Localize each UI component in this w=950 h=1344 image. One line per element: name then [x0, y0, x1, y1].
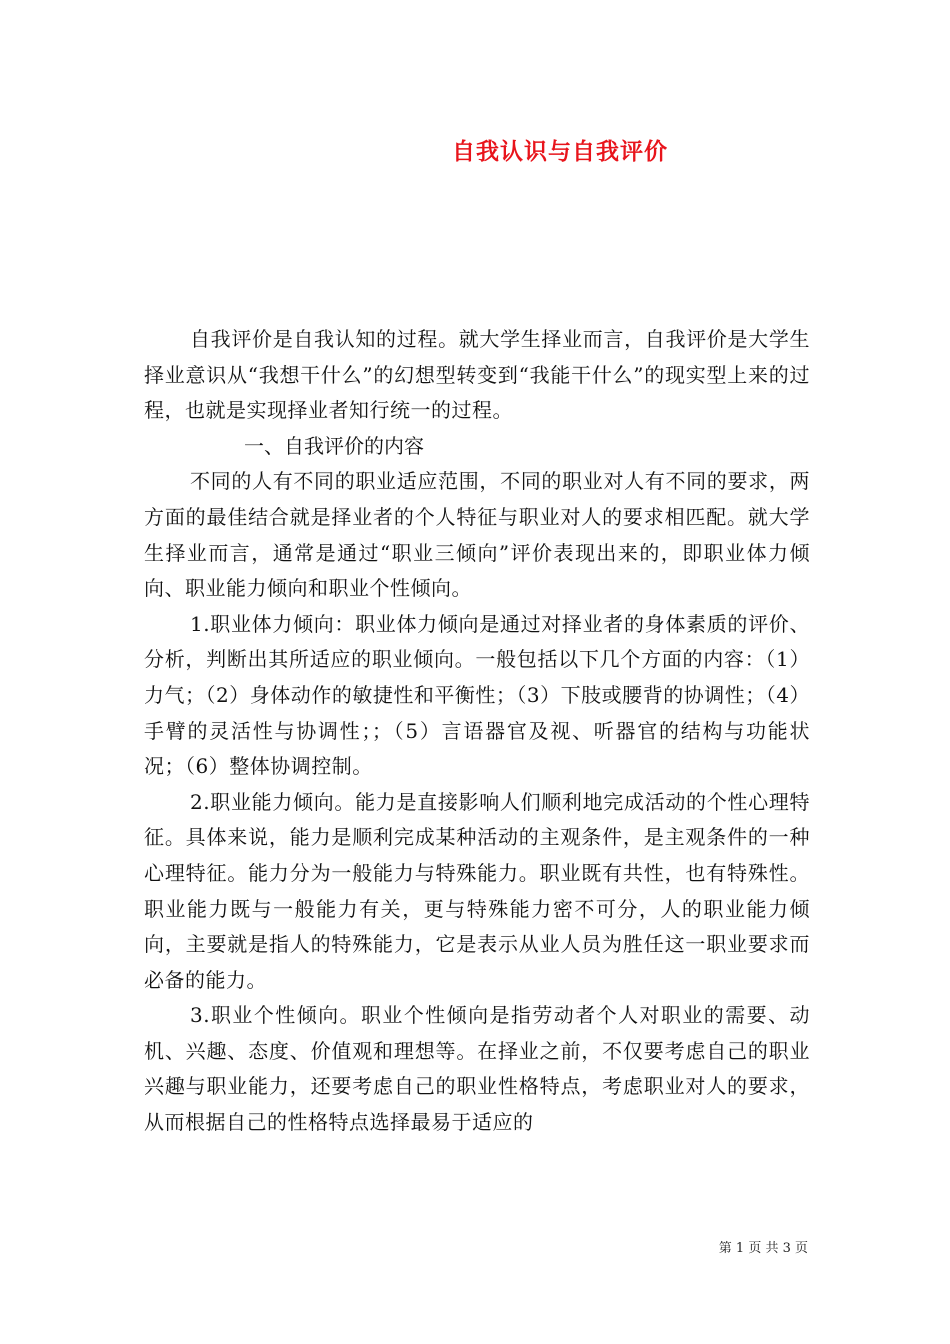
item-2-paragraph: 2.职业能力倾向。能力是直接影响人们顺利地完成活动的个性心理特征。具体来说，能力是顺利完成某种活动的主观条件，是主观条件的一种心理特征。能力分为一般能力与特殊能力。职业既有共性，也有特殊性。职业能力既与一般能力有关，更与特殊能力密不可分，人的职业能力倾向，主要就是指人的特殊能力，它是表示从业人员为胜任这一职业要求而必备的能力。 [144, 789, 810, 992]
document-body [144, 322, 810, 1141]
item-1-paragraph: 1.职业体力倾向：职业体力倾向是通过对择业者的身体素质的评价、分析，判断出其所适应的职业倾向。一般包括以下几个方面的内容：（1）力气；（2）身体动作的敏捷性和平衡性；（3）下肢或腰背的协调性；（4）手臂的灵活性与协调性；；（5）言语器官及视、听器官的结构与功能状况；（6）整体协调控制。 [144, 611, 810, 779]
intro-paragraph: 自我评价是自我认知的过程。就大学生择业而言，自我评价是大学生择业意识从“我想干什么”的幻想型转变到“我能干什么”的现实型上来的过程，也就是实现择业者知行统一的过程。 [144, 327, 810, 423]
section-body-paragraph: 不同的人有不同的职业适应范围，不同的职业对人有不同的要求，两方面的最佳结合就是择业者的个人特征与职业对人的要求相匹配。就大学生择业而言，通常是通过“职业三倾向”评价表现出来的，即职业体力倾向、职业能力倾向和职业个性倾向。 [144, 469, 810, 601]
item-3-paragraph: 3.职业个性倾向。职业个性倾向是指劳动者个人对职业的需要、动机、兴趣、态度、价值观和理想等。在择业之前，不仅要考虑自己的职业兴趣与职业能力，还要考虑自己的职业性格特点，考虑职业对人的要求，从而根据自己的性格特点选择最易于适应的 [144, 1003, 810, 1135]
page-footer: 第 1 页 共 3 页 [718, 1241, 808, 1256]
document-title: 自我认识与自我评价 [452, 138, 668, 165]
section-heading: 一、自我评价的内容 [244, 433, 424, 458]
